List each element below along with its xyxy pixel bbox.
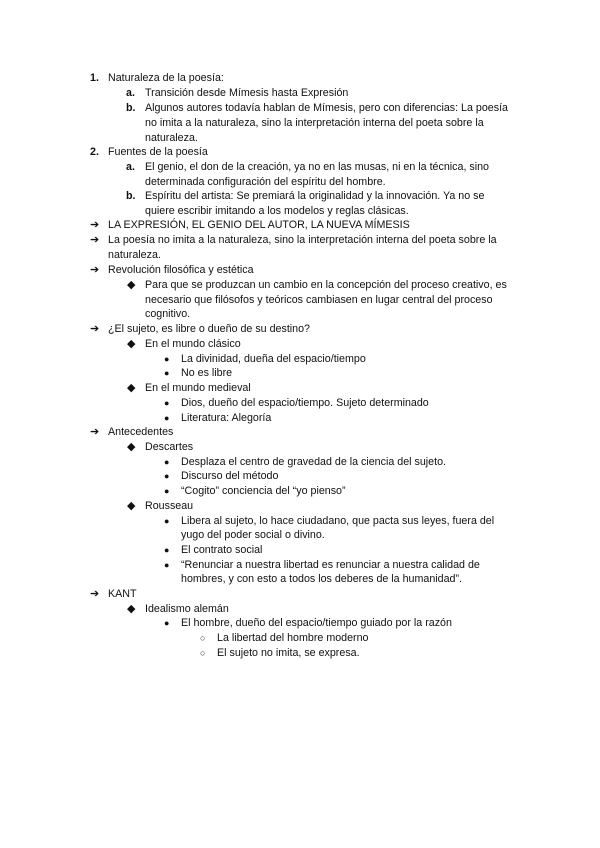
list-item-1: Naturaleza de la poesía:: [108, 72, 224, 84]
list-item-1b-line1: Algunos autores todavía hablan de Mímesis, pero con diferencias: La poesía: [145, 102, 509, 114]
bullet-icon: ●: [164, 471, 170, 481]
diamond-item-cambio-line1: Para que se produzcan un cambio en la concepción del proceso creativo, es: [145, 279, 507, 291]
arrow-item-revolucion: Revolución filosófica y estética: [108, 264, 254, 276]
arrow-item-antecedentes: Antecedentes: [108, 426, 174, 438]
list-item-2a-line2: determinada configuración del espíritu del hombre.: [145, 176, 386, 188]
diamond-icon: ◆: [127, 441, 136, 453]
bullet-item-alegoria: Literatura: Alegoría: [181, 412, 272, 424]
bullet-item-renunciar-line2: hombres, y con esto a todos los deberes de la humanidad”.: [181, 573, 463, 585]
bullet-item-libera-line1: Libera al sujeto, lo hace ciudadano, que pacta sus leyes, fuera del: [181, 515, 495, 527]
arrow-icon: ➔: [90, 219, 100, 231]
diamond-item-descartes: Descartes: [145, 441, 194, 453]
bullet-item-libera-line2: yugo del poder social o divino.: [181, 529, 325, 541]
bullet-item-hombre: El hombre, dueño del espacio/tiempo guiado por la razón: [181, 617, 452, 629]
diamond-icon: ◆: [127, 382, 136, 394]
list-letter-a: a.: [126, 161, 135, 173]
diamond-item-rousseau: Rousseau: [145, 500, 194, 512]
list-letter-b: b.: [126, 102, 136, 114]
bullet-item-contrato: El contrato social: [181, 544, 263, 556]
diamond-item-mundo-clasico: En el mundo clásico: [145, 338, 241, 350]
list-item-1b-line2: no imita a la naturaleza, sino la interpretación interna del poeta sobre la: [145, 117, 484, 129]
list-number-2: 2.: [90, 146, 99, 158]
list-item-2b-line2: quiere escribir imitando a los modelos y reglas clásicas.: [145, 205, 409, 217]
arrow-item-poesia-line1: La poesía no imita a la naturaleza, sino la interpretación interna del poeta sobre la: [108, 234, 497, 246]
arrow-icon: ➔: [90, 234, 100, 246]
bullet-icon: ●: [164, 618, 170, 628]
list-item-1a: Transición desde Mímesis hasta Expresión: [145, 87, 349, 99]
bullet-icon: ●: [164, 560, 170, 570]
diamond-item-idealismo: Idealismo alemán: [145, 603, 229, 615]
list-item-2b-line1: Espíritu del artista: Se premiará la originalidad y la innovación. Ya no se: [145, 190, 485, 202]
circle-bullet-icon: ○: [200, 648, 206, 658]
bullet-item-dios: Dios, dueño del espacio/tiempo. Sujeto determinado: [181, 397, 429, 409]
list-letter-a: a.: [126, 87, 135, 99]
circle-item-no-imita: El sujeto no imita, se expresa.: [217, 647, 360, 659]
circle-item-libertad: La libertad del hombre moderno: [217, 632, 369, 644]
bullet-item-cogito: “Cogito” conciencia del “yo pienso”: [181, 485, 346, 497]
arrow-item-expresion: LA EXPRESIÓN, EL GENIO DEL AUTOR, LA NUEVA MÍMESIS: [108, 219, 410, 231]
bullet-icon: ●: [164, 516, 170, 526]
arrow-item-poesia-line2: naturaleza.: [108, 249, 161, 261]
arrow-icon: ➔: [90, 588, 100, 600]
list-item-2a-line1: El genio, el don de la creación, ya no en las musas, ni en la técnica, sino: [145, 161, 489, 173]
bullet-icon: ●: [164, 368, 170, 378]
bullet-icon: ●: [164, 398, 170, 408]
diamond-item-cambio-line3: cognitivo.: [145, 308, 191, 320]
arrow-item-sujeto: ¿El sujeto, es libre o dueño de su destino?: [108, 323, 311, 335]
list-item-1b-line3: naturaleza.: [145, 132, 198, 144]
bullet-icon: ●: [164, 413, 170, 423]
list-letter-b: b.: [126, 190, 136, 202]
diamond-item-mundo-medieval: En el mundo medieval: [145, 382, 251, 394]
bullet-icon: ●: [164, 457, 170, 467]
list-item-2: Fuentes de la poesía: [108, 146, 208, 158]
bullet-item-desplaza: Desplaza el centro de gravedad de la ciencia del sujeto.: [181, 456, 446, 468]
diamond-icon: ◆: [127, 338, 136, 350]
bullet-icon: ●: [164, 545, 170, 555]
diamond-item-cambio-line2: necesario que filósofos y teóricos cambiasen en lugar central del proceso: [145, 294, 493, 306]
list-number-1: 1.: [90, 72, 99, 84]
arrow-item-kant: KANT: [108, 588, 137, 600]
circle-bullet-icon: ○: [200, 633, 206, 643]
arrow-icon: ➔: [90, 323, 100, 335]
bullet-item-no-es-libre: No es libre: [181, 367, 233, 379]
arrow-icon: ➔: [90, 426, 100, 438]
bullet-item-divinidad: La divinidad, dueña del espacio/tiempo: [181, 353, 366, 365]
bullet-item-renunciar-line1: “Renunciar a nuestra libertad es renunciar a nuestra calidad de: [181, 559, 480, 571]
diamond-icon: ◆: [127, 603, 136, 615]
diamond-icon: ◆: [127, 279, 136, 291]
bullet-icon: ●: [164, 354, 170, 364]
diamond-icon: ◆: [127, 500, 136, 512]
arrow-icon: ➔: [90, 264, 100, 276]
bullet-item-discurso: Discurso del método: [181, 470, 279, 482]
bullet-icon: ●: [164, 486, 170, 496]
